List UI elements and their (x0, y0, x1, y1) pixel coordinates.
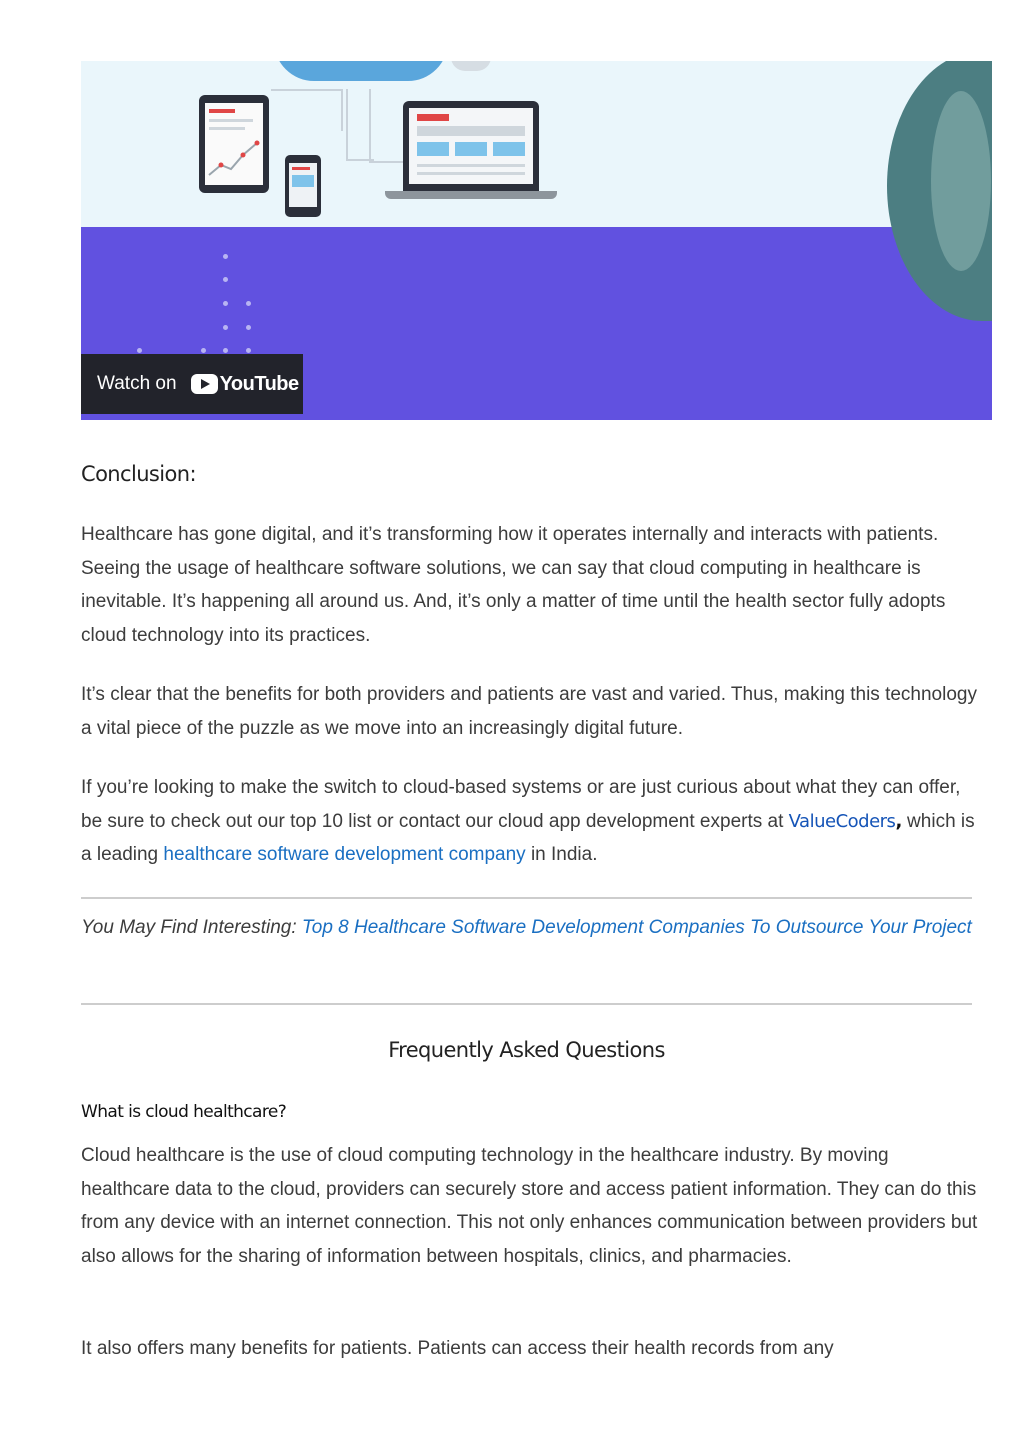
watch-on-youtube-button[interactable] (81, 354, 303, 414)
youtube-wordmark: YouTube (219, 372, 299, 395)
divider (81, 897, 972, 899)
laptop-base-illustration (385, 191, 557, 199)
watch-on-label: Watch on (97, 373, 177, 394)
laptop-illustration (403, 101, 539, 191)
related-prefix: You May Find Interesting: (81, 917, 302, 938)
faq-question: What is cloud healthcare? (81, 1102, 287, 1122)
youtube-play-icon (191, 374, 218, 394)
tablet-illustration (199, 95, 269, 193)
conclusion-paragraph-1: Healthcare has gone digital, and it’s transforming how it operates internally and interacts with patients. Seeing the usage of healthcare software solutions, we can say that cloud computing in healthcare is inevitable. It’s happening all around us. And, it’s only a matter of time until the health sector fully adopts cloud technology into its practices. (81, 524, 946, 646)
connector-line (271, 89, 343, 131)
paragraph-text: in India. (525, 844, 598, 865)
phone-illustration (285, 155, 321, 217)
connector-line (369, 89, 405, 163)
video-embed[interactable] (81, 61, 992, 420)
youtube-logo (191, 373, 299, 396)
healthcare-software-company-link[interactable]: healthcare software development company (163, 844, 526, 865)
conclusion-heading: Conclusion: (81, 462, 196, 486)
faq-answer-paragraph-1: Cloud healthcare is the use of cloud computing technology in the healthcare industry. By moving healthcare data to the cloud, providers can securely store and access patient information. They can do this from any device with an internet connection. This not only enhances communication between providers but also allows for the sharing of information between hospitals, clinics, and pharmacies. (81, 1145, 978, 1267)
divider (81, 1003, 972, 1005)
valuecoders-link[interactable]: ValueCoders, (788, 810, 902, 832)
paragraph-text: which is a leading (81, 810, 975, 865)
faq-heading: Frequently Asked Questions (388, 1038, 665, 1062)
faq-answer-paragraph-2: It also offers many benefits for patients. Patients can access their health records from any (81, 1338, 834, 1359)
conclusion-paragraph-3 (81, 771, 981, 872)
related-article-link[interactable]: Top 8 Healthcare Software Development Companies To Outsource Your Project (301, 917, 972, 938)
conclusion-paragraph-2: It’s clear that the benefits for both providers and patients are vast and varied. Thus, making this technology a vital piece of the puzzle as we move into an increasingly digital future. (81, 684, 977, 739)
paragraph-text: If you’re looking to make the switch to cloud-based systems or are just curious about what they can offer, be sure to check out our top 10 list or contact our cloud app development experts at (81, 777, 961, 832)
cloud-illustration (274, 61, 448, 81)
related-article (81, 911, 972, 945)
